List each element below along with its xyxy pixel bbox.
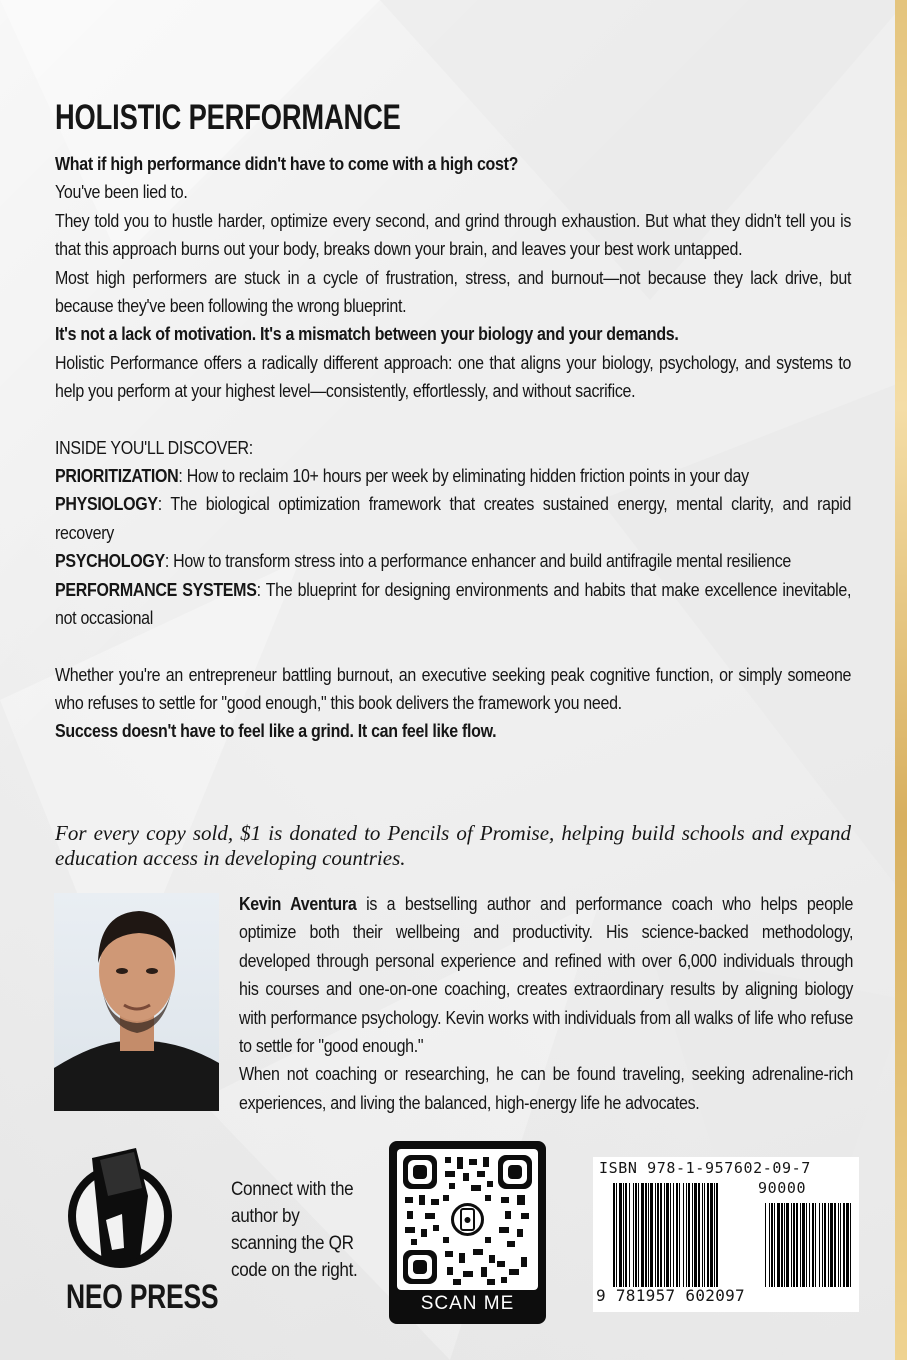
discover-item-label: PSYCHOLOGY — [55, 550, 165, 572]
intro-offer: Holistic Performance offers a radically different approach: one that aligns your biology, psychology, and systems to help you perform at your highest level—consistently, effortlessly, and without sacrifice. — [55, 351, 852, 402]
discover-item — [55, 490, 851, 547]
book-title: HOLISTIC PERFORMANCE — [55, 98, 401, 137]
discover-heading: INSIDE YOU'LL DISCOVER: — [55, 436, 253, 458]
author-photo — [54, 893, 219, 1111]
author-bio-paragraph — [239, 890, 853, 1060]
publisher-name: NEO PRESS — [66, 1278, 219, 1316]
intro-question: What if high performance didn't have to come with a high cost? — [55, 153, 519, 174]
isbn-bottom-text: 9 781957 602097 — [596, 1286, 745, 1305]
discover-item-label: PRIORITIZATION — [55, 465, 179, 487]
closing-flow: Success doesn't have to feel like a grind. It can feel like flow. — [55, 720, 497, 742]
author-name: Kevin Aventura — [239, 893, 357, 914]
discover-item — [55, 462, 851, 490]
description — [55, 96, 851, 746]
donation-note: For every copy sold, $1 is donated to Pencils of Promise, helping build schools and expand education access in developing countries. — [55, 821, 851, 870]
intro-stuck: Most high performers are stuck in a cycle of frustration, stress, and burnout—not because they lack drive, but because they've been following the wrong blueprint. — [55, 266, 852, 317]
isbn-top-text: ISBN 978-1-957602-09-7 — [599, 1159, 811, 1177]
discover-item — [55, 547, 851, 575]
closing-whether: Whether you're an entrepreneur battling burnout, an executive seeking peak cognitive function, or simply someone who refuses to settle for "good enough," this book delivers the framework you need. — [55, 663, 852, 713]
discover-item — [55, 576, 851, 633]
qr-code[interactable] — [389, 1141, 546, 1324]
price-code-text: 90000 — [758, 1179, 807, 1197]
intro-mismatch: It's not a lack of motivation. It's a mismatch between your biology and your demands. — [55, 323, 679, 345]
discover-item-text: : How to transform stress into a performance enhancer and build antifragile mental resilience — [164, 550, 792, 572]
discover-item-label: PERFORMANCE SYSTEMS — [55, 578, 257, 600]
intro-lied: You've been lied to. — [55, 181, 188, 203]
discover-item-text: : The blueprint for designing environments and habits that make excellence inevitable, not occasional — [55, 578, 852, 629]
scan-me-label: SCAN ME — [420, 1293, 515, 1314]
discover-item-text: : How to reclaim 10+ hours per week by eliminating hidden friction points in your day — [178, 465, 749, 487]
author-bio-text: is a bestselling author and performance coach who helps people optimize both their wellbeing and productivity. His science-backed methodology, developed through personal experience and refined with over 6,000 individuals through his courses and one-on-one coaching, creates extraordinary results by aligning biology with performance psychology. Kevin works with individuals from all walks of life who refuse to settle for "good enough." — [239, 893, 854, 1057]
intro-hustle: They told you to hustle harder, optimize every second, and grind through exhaustion. But what they didn't tell you is that this approach burns out your body, breaks down your brain, and leaves your best work untapped. — [55, 209, 852, 260]
discover-item-text: : The biological optimization framework that creates sustained energy, mental clarity, and rapid recovery — [55, 493, 852, 543]
qr-code-matrix — [397, 1149, 538, 1290]
author-bio — [239, 890, 853, 1117]
isbn-barcode — [593, 1157, 859, 1312]
gold-spine-edge — [895, 0, 907, 1360]
connect-text: Connect with the author by scanning the QR code on the right. — [231, 1179, 358, 1281]
discover-item-label: PHYSIOLOGY — [55, 493, 158, 515]
author-bio-extra: When not coaching or researching, he can be found traveling, seeking adrenaline-rich experiences, and living the balanced, high-energy life he advocates. — [239, 1063, 854, 1113]
